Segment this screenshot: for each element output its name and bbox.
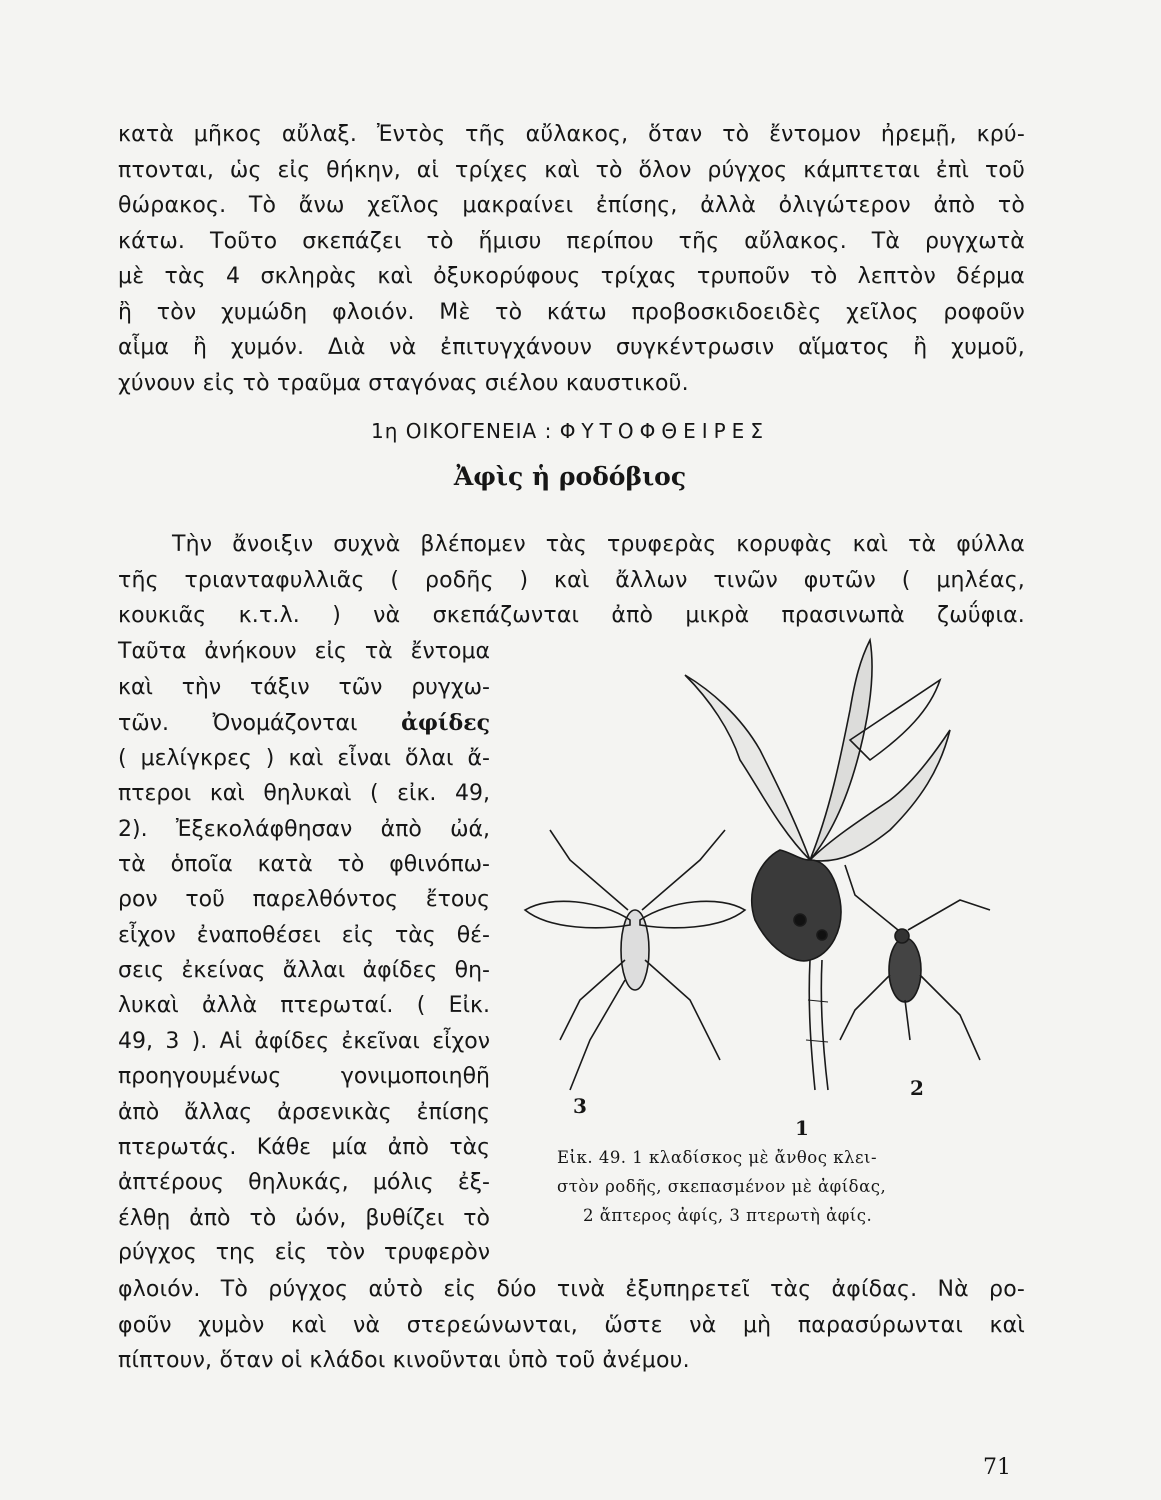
page-number: 71 [983,1455,1011,1480]
text-fragment: τῶν. Ὀνομάζονται [118,711,358,736]
text-line: μὲ τὰς 4 σκληρὰς καὶ ὀξυκορύφους τρίχας τρυποῦν τὸ λεπτὸν δέρμα [118,264,1025,289]
text-line: φλοιόν. Τὸ ρύγχος αὐτὸ εἰς δύο τινὰ ἐξυπηρετεῖ τὰς ἀφίδας. Νὰ ρο- [118,1277,1025,1302]
wingless-aphid-drawing [840,865,990,1060]
caption-line: στὸν ροδῆς, σκεπασμένον μὲ ἀφίδας, [557,1177,887,1196]
text-line: ἀπὸ ἄλλας ἀρσενικὰς ἐπίσης [118,1100,490,1125]
family-heading-prefix: 1η ΟΙΚΟΓΕΝΕΙΑ : [371,419,560,443]
figure-label-3: 3 [573,1094,587,1118]
family-heading-name: ΦΥΤΟΦΘΕΙΡΕΣ [559,419,769,443]
figure-label-2: 2 [910,1076,924,1100]
winged-aphid-drawing [525,830,745,1090]
text-line: κάτω. Τοῦτο σκεπάζει τὸ ἥμισυ περίπου τῆς αὔλακος. Τὰ ρυγχωτὰ [118,229,1025,254]
text-line: πίπτουν, ὅταν οἱ κλάδοι κινοῦνται ὑπὸ τοῦ ἀνέμου. [118,1348,690,1373]
text-line: σεις ἐκείνας ἄλλαι ἀφίδες θη- [118,958,490,983]
text-line [118,708,490,739]
family-heading [0,419,1140,443]
text-line: εἶχον ἐναποθέσει εἰς τὰς θέ- [118,923,490,948]
text-line: πτερωτάς. Κάθε μία ἀπὸ τὰς [118,1135,490,1160]
text-line: ἢ τὸν χυμώδη φλοιόν. Μὲ τὸ κάτω προβοσκιδοειδὲς χεῖλος ροφοῦν [118,300,1025,325]
text-line: προηγουμένως γονιμοποιηθῆ [118,1064,490,1089]
text-line: 49, 3 ). Αἱ ἀφίδες ἐκεῖναι εἶχον [118,1029,490,1054]
text-line: ρύγχος της εἰς τὸν τρυφερὸν [118,1240,490,1265]
caption-line: Εἰκ. 49. 1 κλαδίσκος μὲ ἄνθος κλει- [557,1148,878,1167]
rose-bud-drawing [685,640,950,1090]
text-line: λυκαὶ ἀλλὰ πτερωταί. ( Εἰκ. [118,993,490,1018]
text-line: πτονται, ὡς εἰς θήκην, αἱ τρίχες καὶ τὸ ὅλον ρύγχος κάμπτεται ἐπὶ τοῦ [118,158,1025,183]
text-line: φοῦν χυμὸν καὶ νὰ στερεώνωνται, ὥστε νὰ μὴ παρασύρωνται καὶ [118,1313,1025,1338]
rose-aphid-illustration [510,620,1020,1110]
text-line: πτεροι καὶ θηλυκαὶ ( εἰκ. 49, [118,781,490,806]
text-line: τῆς τριανταφυλλιᾶς ( ροδῆς ) καὶ ἄλλων τινῶν φυτῶν ( μηλέας, [118,568,1025,593]
text-line: ρον τοῦ παρελθόντος ἔτους [118,887,490,912]
text-line: κουκιᾶς κ.τ.λ. ) νὰ σκεπάζωνται ἀπὸ μικρὰ πρασινωπὰ ζωΰφια. [118,603,1025,628]
section-title: Ἀφὶς ἡ ροδόβιος [453,462,687,491]
text-line: ( μελίγκρες ) καὶ εἶναι ὅλαι ἄ- [118,746,490,771]
text-line: αἷμα ἢ χυμόν. Διὰ νὰ ἐπιτυγχάνουν συγκέντρωσιν αἵματος ἢ χυμοῦ, [118,335,1025,360]
text-line: θώρακος. Τὸ ἄνω χεῖλος μακραίνει ἐπίσης, ἀλλὰ ὀλιγώτερον ἀπὸ τὸ [118,193,1025,218]
text-line: Ταῦτα ἀνήκουν εἰς τὰ ἔντομα [118,639,490,664]
text-line: κατὰ μῆκος αὔλαξ. Ἐντὸς τῆς αὔλακος, ὅταν τὸ ἔντομον ἠρεμῇ, κρύ- [118,122,1025,147]
text-line: ἀπτέρους θηλυκάς, μόλις ἐξ- [118,1170,490,1195]
text-line: χύνουν εἰς τὸ τραῦμα σταγόνας σιέλου καυστικοῦ. [118,371,689,396]
caption-line: 2 ἄπτερος ἀφίς, 3 πτερωτὴ ἀφίς. [583,1206,873,1225]
text-line: τὰ ὁποῖα κατὰ τὸ φθινόπω- [118,852,490,877]
text-line: καὶ τὴν τάξιν τῶν ρυγχω- [118,675,490,700]
text-line: Τὴν ἄνοιξιν συχνὰ βλέπομεν τὰς τρυφερὰς κορυφὰς καὶ τὰ φύλλα [172,532,1025,557]
figure-label-1: 1 [795,1116,809,1140]
text-line: έλθῃ ἀπὸ τὸ ὠόν, βυθίζει τὸ [118,1206,490,1231]
text-line: 2). Ἐξεκολάφθησαν ἀπὸ ὠά, [118,817,490,842]
bold-term: ἀφίδες [401,710,491,736]
